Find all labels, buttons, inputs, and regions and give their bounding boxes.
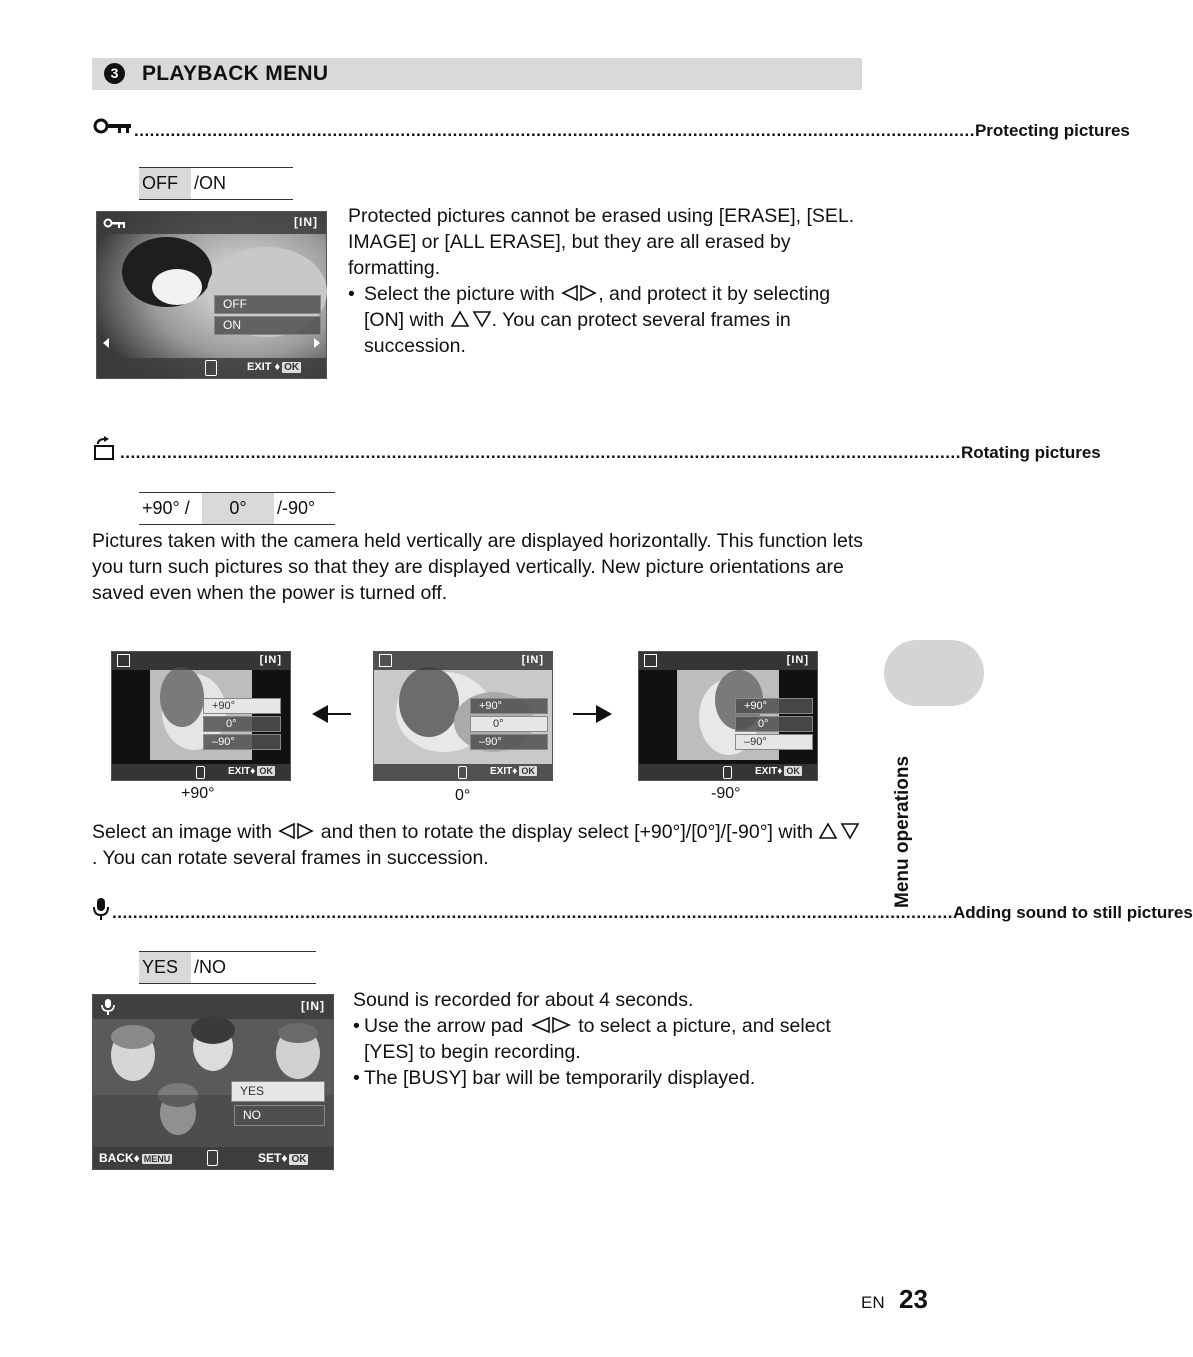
sound-heading <box>92 896 1193 922</box>
protect-option-rest: /ON <box>194 173 227 193</box>
sound-bullet-2: • The [BUSY] bar will be temporarily displayed. <box>353 1067 756 1089</box>
protect-options <box>139 167 293 200</box>
up-down-icon <box>205 360 217 376</box>
sound-description <box>353 987 863 1091</box>
leader-dots: ................................................................................................................................................................. <box>134 121 975 140</box>
menu-item-minus90[interactable]: –90° <box>735 734 813 750</box>
rotate-icon <box>117 654 130 667</box>
sound-paragraph: Sound is recorded for about 4 seconds. <box>353 989 694 1011</box>
rotate-icon <box>644 654 657 667</box>
leader-dots: ................................................................................................................................................................. <box>112 903 953 922</box>
rotate-screen-minus90: [IN] +90° 0° –90° EXIT♦ OK <box>638 651 818 781</box>
protect-bullet: • Select the picture with , and protect it by selecting [ON] with . You can protect several frames in succession. <box>348 283 831 357</box>
arrow-left-icon <box>310 703 352 725</box>
rotate-screen-0: [IN] +90° 0° –90° EXIT♦ OK <box>373 651 553 781</box>
sound-option-rest: /NO <box>194 957 227 977</box>
up-down-icon <box>196 766 205 779</box>
sound-options <box>139 951 316 984</box>
set-ok-label: SET♦ OK <box>258 1151 307 1165</box>
left-right-arrows-icon <box>529 1016 573 1034</box>
menu-item-plus90[interactable]: +90° <box>735 698 813 714</box>
up-down-icon <box>458 766 467 779</box>
menu-item-no[interactable]: NO <box>234 1105 325 1126</box>
exit-ok-label: EXIT♦ OK <box>755 766 800 777</box>
rotate-option-selected: 0° <box>202 493 274 524</box>
rotate-label: Rotating pictures <box>960 443 1101 462</box>
menu-item-yes[interactable]: YES <box>231 1081 325 1102</box>
caption-minus90: -90° <box>711 785 741 802</box>
microphone-icon <box>101 998 115 1016</box>
page-title: PLAYBACK MENU <box>142 62 329 85</box>
rotate-screen-plus90: [IN] +90° 0° –90° EXIT♦ OK <box>111 651 291 781</box>
protect-option-selected: OFF <box>139 168 191 199</box>
protect-label: Protecting pictures <box>974 121 1130 140</box>
protect-paragraph: Protected pictures cannot be erased using [ERASE], [SEL. IMAGE] or [ALL ERASE], but they are all erased by formatting. <box>348 205 855 279</box>
up-down-arrows-icon <box>450 310 492 328</box>
footer-lang: EN <box>861 1293 885 1312</box>
menu-item-0[interactable]: 0° <box>735 716 813 732</box>
sound-label: Adding sound to still pictures <box>952 903 1193 922</box>
memory-badge: [IN] <box>294 215 318 229</box>
sound-camera-screen: [IN] YES NO BACK♦ MENU SET♦ OK <box>92 994 334 1170</box>
key-icon <box>92 114 134 140</box>
menu-item-minus90[interactable]: –90° <box>470 734 548 750</box>
leader-dots: ................................................................................................................................................................. <box>120 443 961 462</box>
protect-heading <box>92 114 1130 140</box>
menu-item-plus90[interactable]: +90° <box>203 698 281 714</box>
left-right-arrows-icon <box>277 822 315 840</box>
protect-description <box>348 203 863 359</box>
up-down-arrows-icon <box>818 822 860 840</box>
up-down-icon <box>723 766 732 779</box>
key-icon <box>103 216 127 230</box>
caption-0: 0° <box>455 787 471 804</box>
menu-item-on[interactable]: ON <box>214 316 321 335</box>
exit-ok-label: EXIT ♦ OK <box>247 361 300 373</box>
arrow-left-icon <box>103 338 109 348</box>
rotate-icon <box>379 654 392 667</box>
microphone-icon <box>92 896 112 922</box>
caption-plus90: +90° <box>181 785 215 802</box>
exit-ok-label: EXIT♦ OK <box>490 766 535 777</box>
exit-ok-label: EXIT♦ OK <box>228 766 273 777</box>
rotate-options <box>139 492 335 525</box>
sound-bullet-1: • Use the arrow pad to select a picture, and select [YES] to begin recording. <box>353 1015 831 1063</box>
up-down-icon <box>207 1150 218 1166</box>
section-number-badge: 3 <box>104 63 125 84</box>
side-tab-label: Menu operations <box>892 755 913 908</box>
rotate-heading <box>92 436 1101 462</box>
menu-item-plus90[interactable]: +90° <box>470 698 548 714</box>
menu-item-0[interactable]: 0° <box>470 716 548 732</box>
back-menu-label: BACK♦ MENU <box>99 1151 171 1165</box>
page-number: 23 <box>899 1284 928 1314</box>
rotate-option-minus90: /-90° <box>277 498 316 518</box>
menu-item-minus90[interactable]: –90° <box>203 734 281 750</box>
arrow-right-icon <box>314 338 320 348</box>
rotate-option-plus90: +90° / <box>142 498 190 518</box>
arrow-right-icon <box>572 703 614 725</box>
rotate-icon <box>92 436 120 462</box>
protect-camera-screen <box>96 211 327 379</box>
menu-item-off[interactable]: OFF <box>214 295 321 314</box>
rotate-instruction: Select an image with and then to rotate the display select [+90°]/[0°]/[-90°] with . You can rotate several frames in succession. <box>92 819 864 871</box>
sound-option-selected: YES <box>139 952 191 983</box>
left-right-arrows-icon <box>560 284 598 302</box>
menu-item-0[interactable]: 0° <box>203 716 281 732</box>
rotate-paragraph: Pictures taken with the camera held vertically are displayed horizontally. This function lets you turn such pictures so that they are displayed vertically. New picture orientations are saved even when the power is turned off. <box>92 530 863 604</box>
